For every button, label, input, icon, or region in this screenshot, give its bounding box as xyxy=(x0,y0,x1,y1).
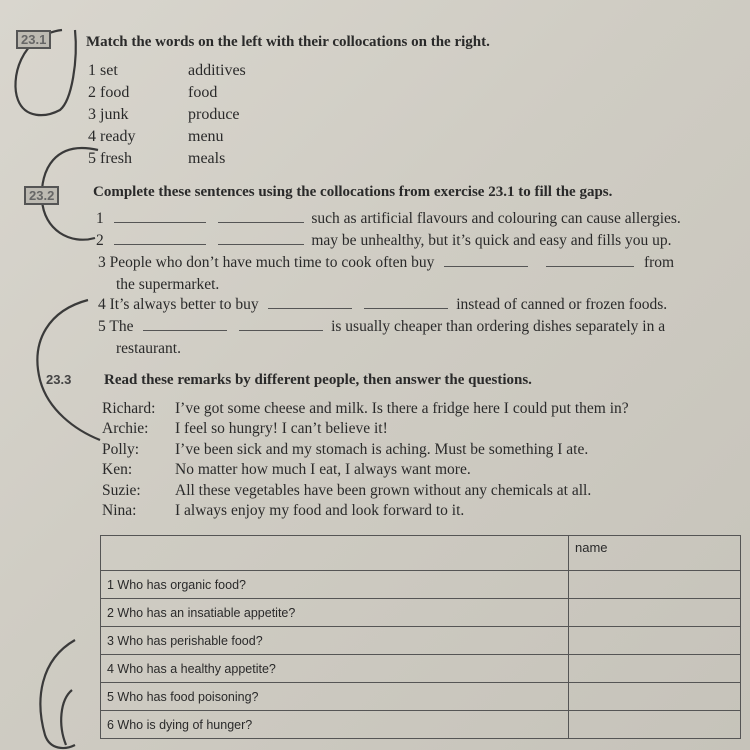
right-word-1: additives xyxy=(188,62,246,79)
remark-text-ken: No matter how much I eat, I always want more. xyxy=(175,461,471,478)
sentence-5-text-b: is usually cheaper than ordering dishes separately in a xyxy=(331,318,666,335)
sentence-5 xyxy=(98,318,665,336)
table-row xyxy=(101,655,741,683)
answer-cell-6[interactable] xyxy=(569,711,741,739)
table-header-row xyxy=(101,536,741,571)
sentence-3-text-a: 3 People who don’t have much time to cook often buy xyxy=(98,254,435,271)
left-word-1: 1 set xyxy=(88,62,118,79)
remark-text-nina: I always enjoy my food and look forward to it. xyxy=(175,502,465,519)
answer-cell-1[interactable] xyxy=(569,571,741,599)
exercise-23-3-instruction: Read these remarks by different people, then answer the questions. xyxy=(104,372,532,388)
exercise-number-23-1: 23.1 xyxy=(16,30,51,49)
table-header-blank xyxy=(101,536,569,571)
sentence-1-text: such as artificial flavours and colouring can cause allergies. xyxy=(311,210,681,227)
question-4: 4 Who has a healthy appetite? xyxy=(101,655,569,683)
sentence-4 xyxy=(98,296,667,314)
sentence-2 xyxy=(96,232,672,250)
blank-5b[interactable] xyxy=(239,318,323,331)
exercise-number-23-3: 23.3 xyxy=(46,372,72,387)
remark-name-suzie: Suzie: xyxy=(102,482,141,499)
blank-1a[interactable] xyxy=(114,210,206,223)
remark-name-polly: Polly: xyxy=(102,441,140,458)
remark-name-nina: Nina: xyxy=(102,502,137,519)
answer-cell-4[interactable] xyxy=(569,655,741,683)
table-row xyxy=(101,711,741,739)
sentence-4-text-b: instead of canned or frozen foods. xyxy=(456,296,668,313)
blank-5a[interactable] xyxy=(143,318,227,331)
answer-cell-3[interactable] xyxy=(569,627,741,655)
remark-name-ken: Ken: xyxy=(102,461,133,478)
sentence-5-text-a: 5 The xyxy=(98,318,134,335)
right-word-5: meals xyxy=(188,150,226,167)
blank-3a[interactable] xyxy=(444,254,528,267)
remark-name-richard: Richard: xyxy=(102,400,156,417)
sentence-1-number: 1 xyxy=(96,210,104,227)
blank-3b[interactable] xyxy=(546,254,634,267)
blank-4b[interactable] xyxy=(364,296,448,309)
table-row xyxy=(101,627,741,655)
question-5: 5 Who has food poisoning? xyxy=(101,683,569,711)
blank-2a[interactable] xyxy=(114,232,206,245)
right-word-4: menu xyxy=(188,128,224,145)
exercise-number-23-2: 23.2 xyxy=(24,186,59,205)
left-word-2: 2 food xyxy=(88,84,130,101)
sentence-3 xyxy=(98,254,674,272)
remark-name-archie: Archie: xyxy=(102,420,149,437)
left-word-3: 3 junk xyxy=(88,106,129,123)
left-word-5: 5 fresh xyxy=(88,150,132,167)
blank-2b[interactable] xyxy=(218,232,304,245)
sentence-2-number: 2 xyxy=(96,232,104,249)
remark-text-suzie: All these vegetables have been grown without any chemicals at all. xyxy=(175,482,592,499)
left-word-4: 4 ready xyxy=(88,128,136,145)
table-row xyxy=(101,599,741,627)
blank-4a[interactable] xyxy=(268,296,352,309)
sentence-3-continued: the supermarket. xyxy=(116,276,220,293)
sentence-3-text-b: from xyxy=(643,254,675,271)
answer-cell-2[interactable] xyxy=(569,599,741,627)
table-row xyxy=(101,571,741,599)
question-3: 3 Who has perishable food? xyxy=(101,627,569,655)
exercise-23-2-instruction: Complete these sentences using the collocations from exercise 23.1 to fill the gaps. xyxy=(93,184,613,200)
sentence-2-text: may be unhealthy, but it’s quick and easy and fills you up. xyxy=(311,232,672,249)
question-1: 1 Who has organic food? xyxy=(101,571,569,599)
answer-cell-5[interactable] xyxy=(569,683,741,711)
question-2: 2 Who has an insatiable appetite? xyxy=(101,599,569,627)
answer-table xyxy=(100,535,741,739)
remark-text-polly: I’ve been sick and my stomach is aching. Must be something I ate. xyxy=(175,441,589,458)
exercise-23-1-instruction: Match the words on the left with their collocations on the right. xyxy=(86,34,490,50)
right-word-3: produce xyxy=(188,106,240,123)
right-word-2: food xyxy=(188,84,218,101)
sentence-5-continued: restaurant. xyxy=(116,340,181,357)
question-6: 6 Who is dying of hunger? xyxy=(101,711,569,739)
table-row xyxy=(101,683,741,711)
remark-text-richard: I’ve got some cheese and milk. Is there a fridge here I could put them in? xyxy=(175,400,629,417)
table-header-name: name xyxy=(569,536,741,571)
sentence-4-text-a: 4 It’s always better to buy xyxy=(98,296,259,313)
sentence-1 xyxy=(96,210,681,228)
remark-text-archie: I feel so hungry! I can’t believe it! xyxy=(175,420,388,437)
blank-1b[interactable] xyxy=(218,210,304,223)
